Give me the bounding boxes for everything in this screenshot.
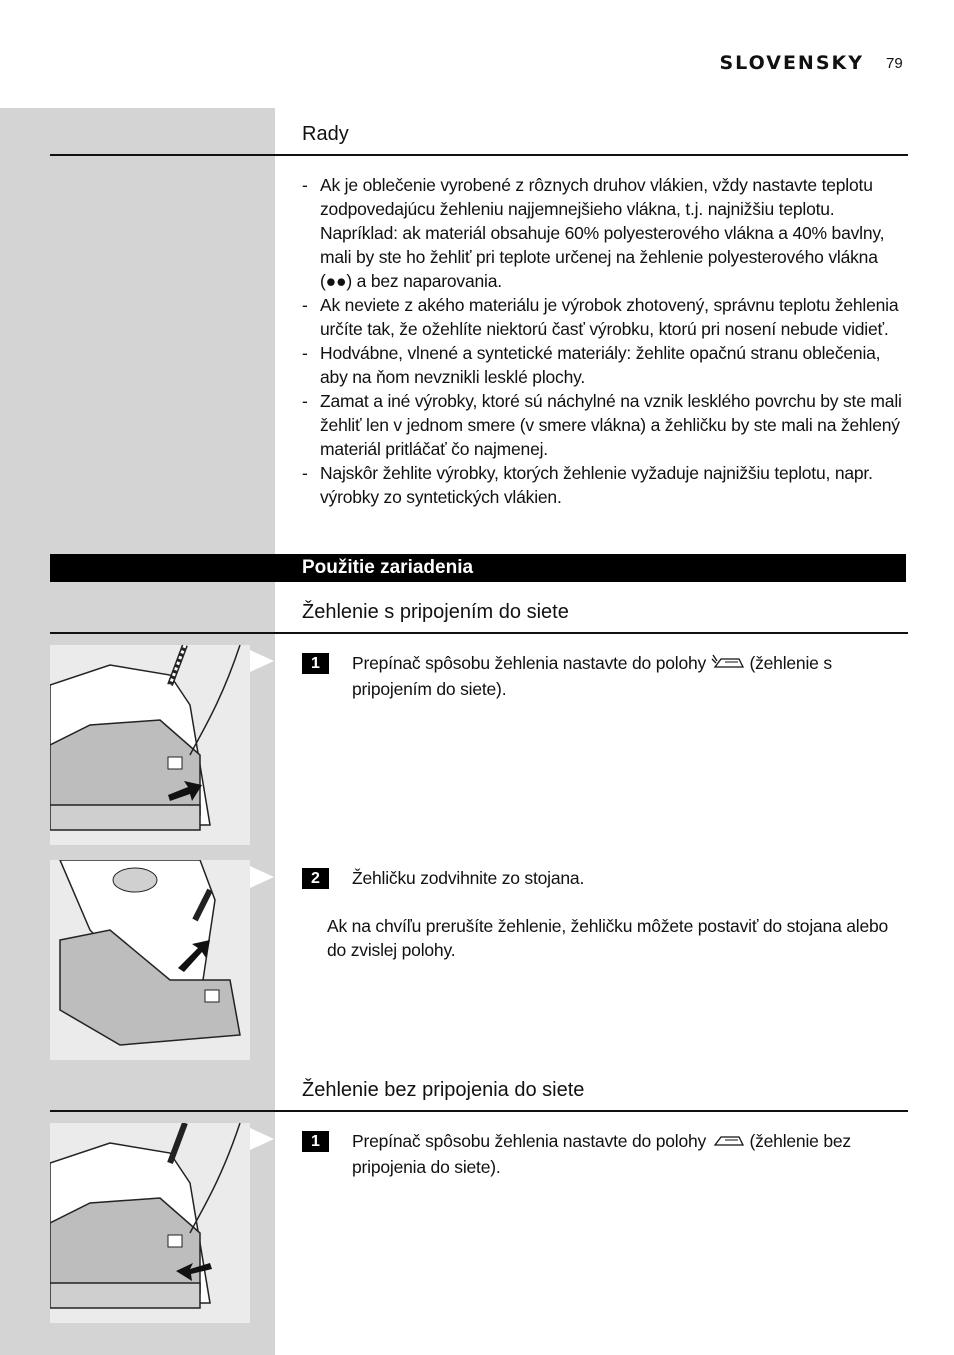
illustration-switch-corded [50, 645, 250, 845]
tips-item: - Najskôr žehlite výrobky, ktorých žehlenie vyžaduje najnižšiu teplotu, napr. výrobky zo syntetických vlákien. [302, 461, 912, 509]
corded-heading-rule [50, 632, 908, 634]
step-badge: 2 [302, 868, 329, 889]
step-text-after: (žehlenie bez pripojenia do siete). [352, 1131, 851, 1177]
tips-item: - Zamat a iné výrobky, ktoré sú náchylné na vznik lesklého povrchu by ste mali žehliť len v jednom smere (v smere vlákna) a žehličku by ste mali na žehlený materiál pritláčať čo najmenej. [302, 389, 912, 461]
tips-heading: Rady [302, 123, 349, 145]
illustration-pointer [250, 650, 274, 672]
tips-heading-rule [50, 154, 908, 156]
step-text-after: (žehlenie s pripojením do siete). [352, 653, 832, 699]
step-text-before: Prepínač spôsobu žehlenia nastavte do polohy [352, 653, 707, 673]
step-badge: 1 [302, 1131, 329, 1152]
corded-step2-text: Žehličku zodvihnite zo stojana. [352, 868, 585, 888]
corded-step1-text [352, 651, 912, 701]
illustration-pointer [250, 1128, 274, 1150]
cordless-heading-rule [50, 1110, 908, 1112]
tips-item: - Hodvábne, vlnené a syntetické materiály: žehlite opačnú stranu oblečenia, aby na ňom nevznikli lesklé plochy. [302, 341, 912, 389]
step-badge: 1 [302, 653, 329, 674]
corded-note: Ak na chvíľu prerušíte žehlenie, žehličku môžete postaviť do stojana alebo do zvislej polohy. [327, 916, 889, 960]
cordless-iron-icon [711, 1131, 745, 1155]
section-title: Použitie zariadenia [302, 557, 474, 578]
corded-heading: Žehlenie s pripojením do siete [302, 601, 569, 623]
tips-list [302, 173, 912, 509]
section-bar [50, 554, 906, 582]
cordless-step1-text [352, 1129, 912, 1179]
tips-item: - Ak je oblečenie vyrobené z rôznych druhov vlákien, vždy nastavte teplotu zodpovedajúcu žehleniu najjemnejšieho vlákna, t.j. najnižšiu teplotu. Napríklad: ak materiál obsahuje 60% polyesterového vlákna a 40% bavlny, mali by ste ho žehliť pri teplote určenej na žehlenie polyesterového vlákna (●●) a bez naparovania. [302, 173, 912, 293]
tips-item: - Ak neviete z akého materiálu je výrobok zhotovený, správnu teplotu žehlenia určíte tak, že ožehlíte niektorú časť výrobku, ktorú pri nosení nebude vidieť. [302, 293, 912, 341]
header-page-number: 79 [886, 55, 903, 72]
illustration-lift-iron [50, 860, 250, 1060]
step-text-before: Prepínač spôsobu žehlenia nastavte do polohy [352, 1131, 707, 1151]
header-language: SLOVENSKY [719, 52, 864, 74]
cordless-heading: Žehlenie bez pripojenia do siete [302, 1079, 585, 1101]
illustration-pointer [250, 866, 274, 888]
illustration-switch-cordless [50, 1123, 250, 1323]
corded-iron-icon [711, 653, 745, 677]
